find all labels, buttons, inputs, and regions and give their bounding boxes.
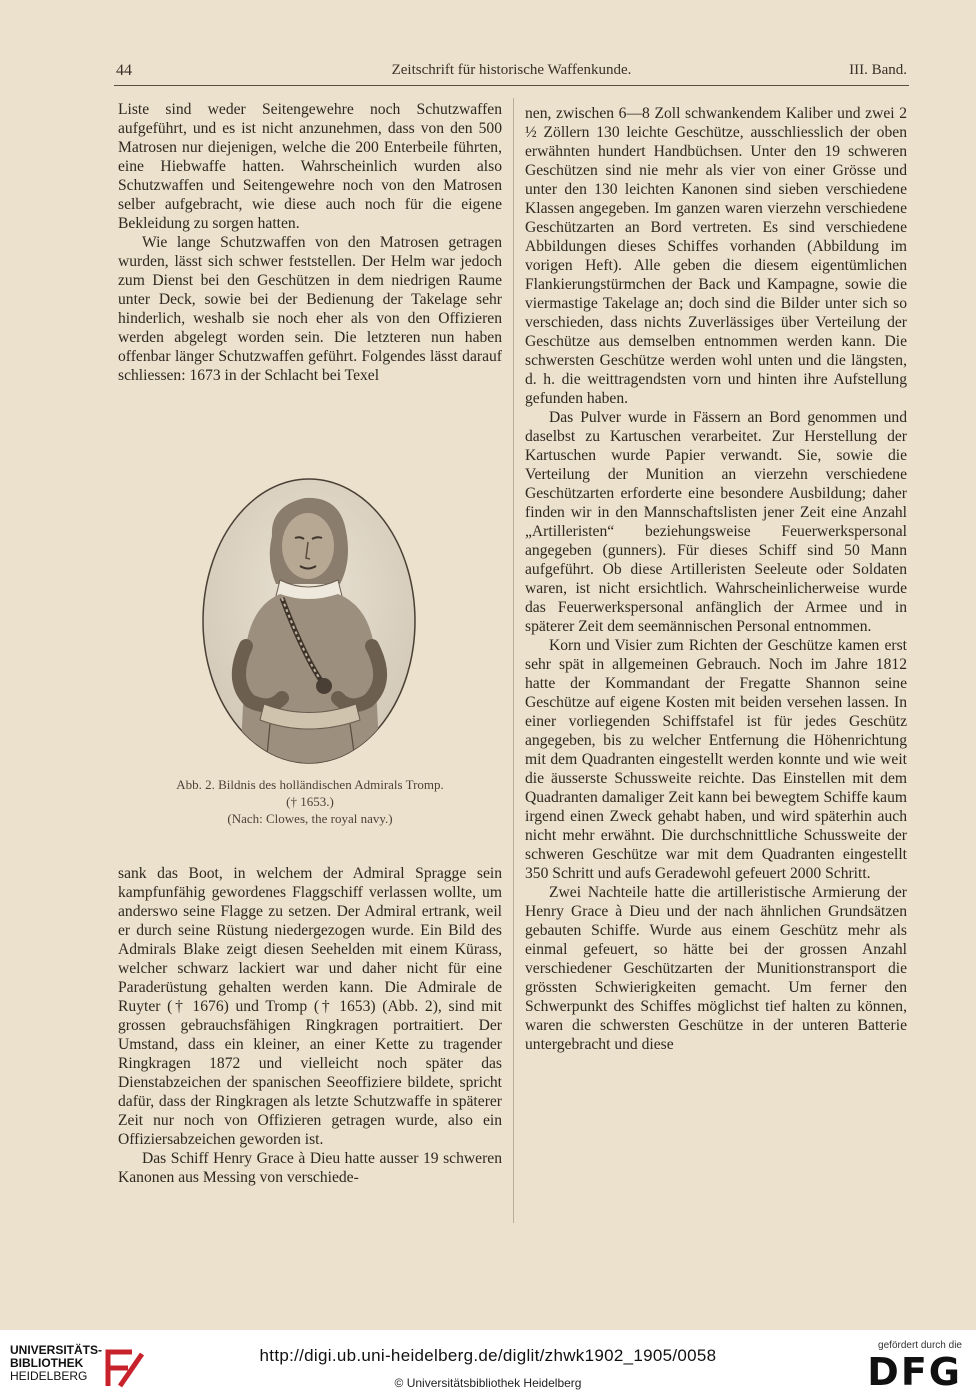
paragraph: Wie lange Schutzwaffen von den Matrosen getragen wurden, lässt sich schwer feststellen. Der Helm war jedoch zum Dienst bei den Geschützen in dem niedrigen Raume unter Deck, sowie bei der Bedienung der Takelage sehr hinderlich, weshalb sie noch eher als von den Offizieren werden abgelegt worden sein. Die letzteren nun haben offenbar länger Schutzwaffen geführt. Folgendes lässt darauf schliessen: 1673 in der Schlacht bei Texel <box>118 234 502 384</box>
header-rule <box>114 85 909 86</box>
paragraph: Das Pulver wurde in Fässern an Bord genommen und daselbst zu Kartuschen verarbeitet. Zur Herstellung der Kartuschen wurde Papier verwandt. Sie, sowie die Verteilung der Munition an vierzehn verschiedene Geschützarten erforderte eine besondere Ausbildung; daher finden wir in den Mannschaftslisten jener Zeit eine Anzahl „Artilleristen“ beziehungsweise Feuerwerkspersonal angegeben (gunners). Für dieses Schiff sind 50 Mann aufgeführt. Ob diese Artilleristen Seeleute oder Soldaten waren, ist nicht ersichtlich. Wahrscheinlicherweise wurde das Feuerwerkspersonal anfänglich der Armee und in späterer Zeit dem seemännischen Personal entnommen. <box>525 409 907 635</box>
caption-title: Abb. 2. Bildnis des holländischen Admirals Tromp. <box>176 777 444 792</box>
paragraph: Liste sind weder Seitengewehre noch Schutzwaffen aufgeführt, und es ist nicht anzunehmen, dass von den 500 Matrosen nur diejenigen, welche die 200 Enterbeile führten, eine Hiebwaffe hatten. Wahrscheinlich wurden also Schutzwaffen und Seitengewehre noch von den Matrosen selber aufgebracht, wie diese auch noch für die eigene Bekleidung zu sorgen hatten. <box>118 101 502 232</box>
funding-caption: gefördert durch die <box>878 1340 962 1351</box>
page-number: 44 <box>116 62 132 79</box>
paragraph: Das Schiff Henry Grace à Dieu hatte ausser 19 schweren Kanonen aus Messing von verschiede- <box>118 1150 502 1186</box>
column-divider <box>513 98 514 1223</box>
caption-source: (Nach: Clowes, the royal navy.) <box>227 811 393 826</box>
copyright-notice: © Universitätsbibliothek Heidelberg <box>394 1376 582 1390</box>
running-title: Zeitschrift für historische Waffenkunde. <box>391 62 632 78</box>
library-name-2: BIBLIOTHEK <box>10 1356 84 1370</box>
paragraph: Zwei Nachteile hatte die artilleristische Armierung der Henry Grace à Dieu und der nach ähnlichen Grundsätzen gebauten Schiffe. Wurde aus einem Geschütz mehr als einmal gefeuert, so hätte bei der grossen Anzahl verschiedener Geschützarten der Munitionstransport die grössten Schwierigkeiten gemacht. Um ferner den Schwerpunkt des Schiffes möglichst tief halten zu können, waren die schwersten Geschütze in der unteren Batterie untergebracht und diese <box>525 884 907 1053</box>
figure-caption <box>118 776 502 827</box>
paragraph: sank das Boot, in welchem der Admiral Spragge sein kampfunfähig gewordenes Flaggschiff verlassen wollte, um anderswo seine Flagge zu setzen. Der Admiral ertrank, weil er durch seine Rüstung niedergezogen wurde. Ein Bild des Admirals Blake zeigt diesen Seehelden mit einem Kürass, welcher schwarz lackiert war und daher nicht für eine Paraderüstung gehalten werden kann. Die Admirale de Ruyter († 1676) und Tromp († 1653) (Abb. 2), sind mit grossen gebrauchsfähigen Ringkragen portraitiert. Der Umstand, dass ein kleiner, an einer Kette zu tragender Ringkragen 1872 und vielleicht noch später das Dienstabzeichen der spanischen Seeoffiziere bildete, spricht dafür, dass der Ringkragen als letzte Schutzwaffe in späterer Zeit nur noch von Offizieren getragen wurde, also ein Offiziersabzeichen geworden ist. <box>118 865 502 1148</box>
caption-date: († 1653.) <box>286 794 334 809</box>
library-name-3: HEIDELBERG <box>10 1369 88 1383</box>
library-name-1: UNIVERSITÄTS- <box>10 1343 103 1357</box>
left-column-bottom <box>118 864 502 1187</box>
paragraph: Korn und Visier zum Richten der Geschütze kamen erst sehr spät in allgemeinen Gebrauch. Noch im Jahre 1812 hatte der Kommandant der Fregatte Shannon seine Geschütze auf eigene Kosten mit beiden versehen lassen. In einer vorliegenden Schiffstafel ist für jedes Geschütz angegeben, bis zu welcher Entfernung die Höhenrichtung mit dem Quadranten eingestellt werden konnte und wie weit die äusserste Schussweite reichte. Das Einstellen mit dem Quadranten damaliger Zeit kann bei bewegtem Schiffe kaum irgend einen Zweck gehabt haben, und wird späterhin auch nicht mehr erwähnt. Die durchschnittliche Schussweite der schweren Geschütze war mit dem Quadranten eingestellt 350 Schritt und aufs Geradewohl gefeuert 2000 Schritt. <box>525 637 907 882</box>
right-column <box>525 104 907 1054</box>
volume-label: III. Band. <box>849 62 907 78</box>
library-footer <box>0 1330 976 1400</box>
paragraph: nen, zwischen 6—8 Zoll schwankendem Kaliber und zwei 2 ½ Zöllern 130 leichte Geschütze, ausschliesslich der oben erwähnten hundert Handbüchsen. Unter den 19 schweren Geschützen sind nie mehr als vier von einer Grösse und unter den 130 leichten Kanonen sind sieben verschiedene Klassen angegeben. Im ganzen waren vierzehn verschiedene Geschützarten an Bord vertreten. Es sind verschiedene Abbildungen dieses Schiffes vorhanden (Abbildung im vorigen Heft). Alle geben die diesem eigentümlichen Flankierungstürmchen der Back und Kampagne, sowie die viermastige Takelage an; doch sind die Bilder unter sich so verschieden, dass nichts Zuverlässiges über Verteilung der Geschütze aus demselben entnommen werden kann. Die schwersten Geschütze werden wohl unten und die längsten, d. h. die weittragendsten vorn und hinten ihre Aufstellung gefunden haben. <box>525 105 907 407</box>
dfg-logo: DFG <box>867 1350 962 1394</box>
running-header <box>114 62 909 82</box>
source-url-link[interactable]: http://digi.ub.uni-heidelberg.de/diglit/zhwk1902_1905/0058 <box>259 1346 717 1365</box>
portrait-engraving <box>200 476 418 766</box>
admiral-tromp-portrait <box>200 476 418 766</box>
left-column-top <box>118 100 502 385</box>
